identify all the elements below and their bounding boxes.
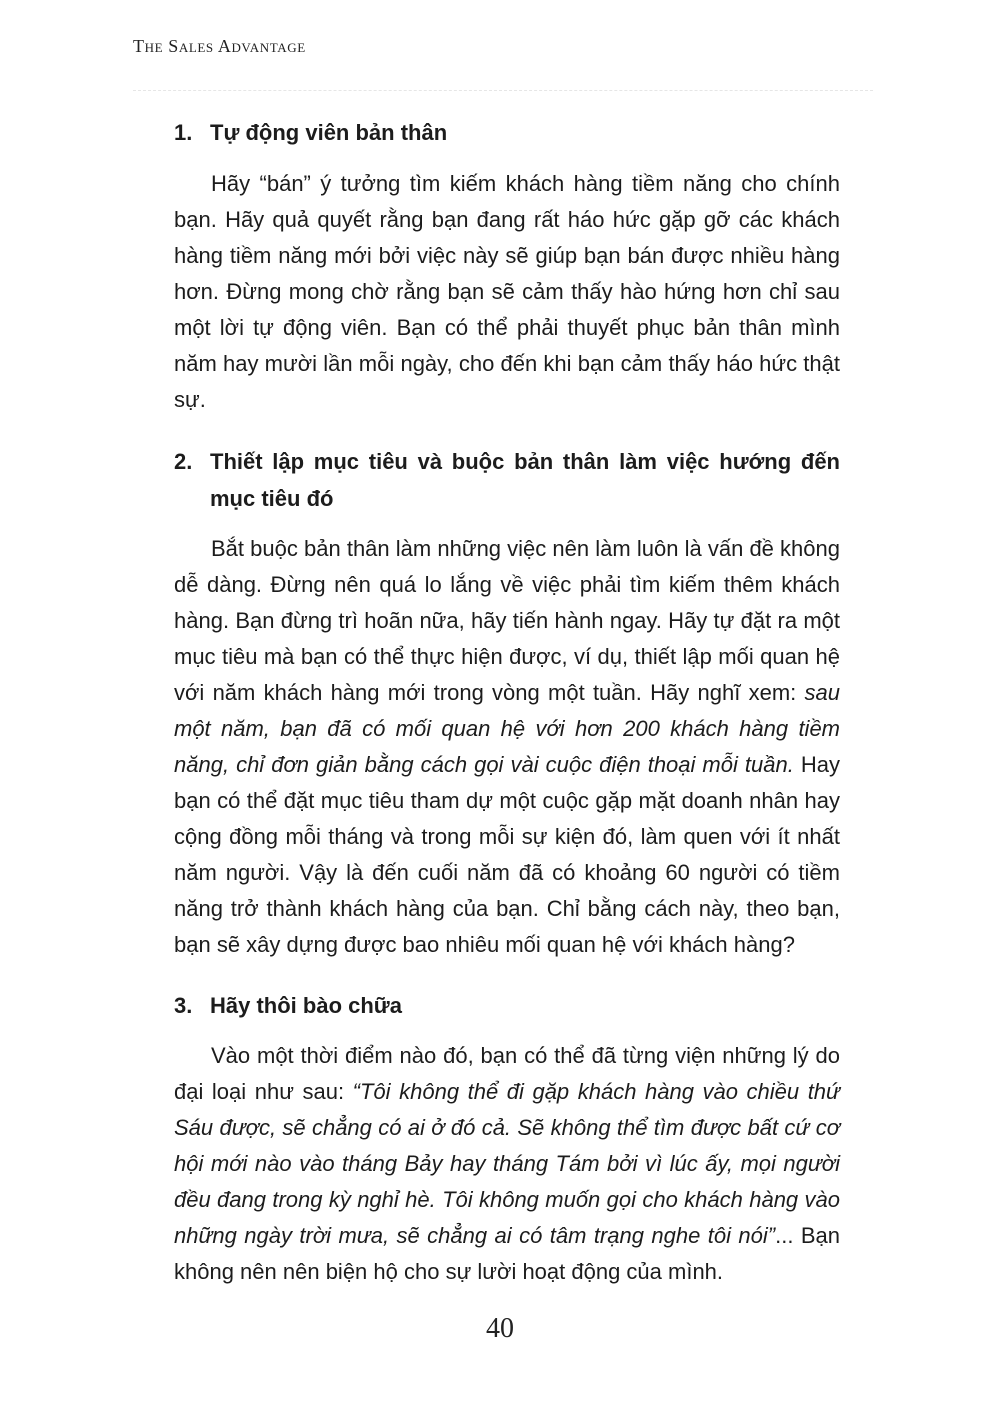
paragraph-text: Bắt buộc bản thân làm những việc nên làm luôn là vấn đề không dễ dàng. Đừng nên quá lo lắng về việc phải tìm kiếm thêm khách hàng. Bạn đừng trì hoãn nữa, hãy tiến hành ngay. Hãy tự đặt ra một mục tiêu mà bạn có thể thực hiện được, ví dụ, thiết lập mối quan hệ với năm khách hàng mới trong vòng một tuần. Hãy nghĩ xem:	[174, 536, 840, 705]
section-heading-3	[174, 987, 840, 1024]
paragraph-text: ... Bạn không nên nên biện hộ cho sự lười hoạt động của mình.	[174, 1223, 840, 1284]
page-number: 40	[486, 1313, 514, 1344]
section-title: Tự động viên bản thân	[210, 120, 448, 145]
section-1-paragraph	[174, 166, 840, 418]
section-2-paragraph	[174, 531, 840, 963]
section-heading-2	[174, 443, 840, 517]
section-title: Hãy thôi bào chữa	[210, 993, 402, 1018]
section-number: 3.	[174, 993, 193, 1018]
page-body	[174, 112, 840, 1290]
section-number: 1.	[174, 120, 193, 145]
paragraph-text: Vào một thời điểm nào đó, bạn có thể đã từng viện những lý do đại loại như sau:	[174, 1043, 840, 1104]
section-heading-1	[174, 114, 840, 151]
scan-artifact-rule	[133, 90, 873, 91]
running-head: The Sales Advantage	[133, 36, 306, 56]
paragraph-text: Hay bạn có thể đặt mục tiêu tham dự một cuộc gặp mặt doanh nhân hay cộng đồng mỗi tháng và trong mỗi sự kiện đó, làm quen với ít nhất năm người. Vậy là đến cuối năm đã có khoảng 60 người có tiềm năng trở thành khách hàng của bạn. Chỉ bằng cách này, theo bạn, bạn sẽ xây dựng được bao nhiêu mối quan hệ với khách hàng?	[174, 752, 840, 957]
section-3-paragraph	[174, 1038, 840, 1290]
paragraph-italic-text: “Tôi không thể đi gặp khách hàng vào chiều thứ Sáu được, sẽ chẳng có ai ở đó cả. Sẽ không thể tìm được bất cứ cơ hội mới nào vào tháng Bảy hay tháng Tám bởi vì lúc ấy, mọi người đều đang trong kỳ nghỉ hè. Tôi không muốn gọi cho khách hàng vào những ngày trời mưa, sẽ chẳng ai có tâm trạng nghe tôi nói”	[174, 1079, 840, 1248]
section-number: 2.	[174, 449, 193, 474]
paragraph-italic-text: sau một năm, bạn đã có mối quan hệ với hơn 200 khách hàng tiềm năng, chỉ đơn giản bằng cách gọi vài cuộc điện thoại mỗi tuần.	[174, 680, 840, 777]
section-title: Thiết lập mục tiêu và buộc bản thân làm việc hướng đến mục tiêu đó	[210, 449, 840, 511]
paragraph-text: Hãy “bán” ý tưởng tìm kiếm khách hàng tiềm năng cho chính bạn. Hãy quả quyết rằng bạn đang rất háo hức gặp gỡ các khách hàng tiềm năng mới bởi việc này sẽ giúp bạn bán được nhiều hàng hơn. Đừng mong chờ rằng bạn sẽ cảm thấy hào hứng hơn chỉ sau một lời tự động viên. Bạn có thể phải thuyết phục bản thân mình năm hay mười lần mỗi ngày, cho đến khi bạn cảm thấy háo hức thật sự.	[174, 171, 840, 412]
